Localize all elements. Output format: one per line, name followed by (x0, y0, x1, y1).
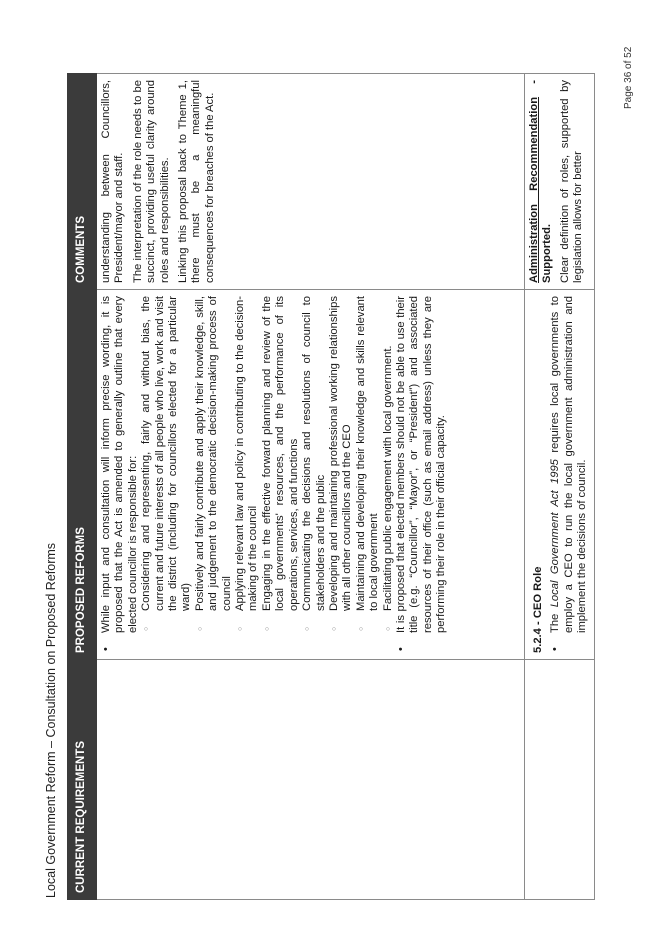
list-item (549, 296, 589, 639)
table-header-row (68, 74, 97, 900)
proposed-reforms-cell (97, 290, 525, 660)
comment-paragraph: Linking this proposal back to Theme 1, there must be a meaningful consequences for breaches of the Act. (177, 80, 216, 283)
reforms-table (67, 73, 595, 900)
header-current-requirements: CURRENT REQUIREMENTS (68, 660, 97, 900)
list-item: ○ Facilitating public engagement with local government. (382, 296, 395, 617)
bullet-text: requires local governments to employ a CEO to run the local government administration and implement the decisions of council. (549, 295, 589, 633)
recommendation-status: - Supported. (528, 80, 554, 283)
comments-cell (97, 74, 525, 290)
bullet-prefix: The (549, 613, 562, 633)
proposed-bullet-list (549, 296, 589, 653)
list-item: ○ Applying relevant law and policy in contributing to the decision-making of the council (234, 296, 261, 617)
list-item (100, 296, 395, 639)
list-item: • It is proposed that elected members should not be able to use their title (e.g. “Councillor”, “Mayor”, or “President”) and associated resources of their office (such as email address) unless they are performing their role in their official capacity. (395, 296, 449, 639)
table-row (97, 74, 525, 900)
list-item: ○ Communicating the decisions and resolutions of council to stakeholders and the public (301, 296, 328, 617)
comment-paragraph: understanding between Councillors, President/mayor and staff. (100, 80, 126, 283)
comment-paragraph: Clear definition of roles, supported by legislation allows for better (558, 80, 585, 283)
list-item: ○ Developing and maintaining professional working relationships with all other councillors and the CEO (328, 296, 355, 617)
page-number: Page 36 of 52 (623, 46, 634, 109)
list-item: ○ Positively and fairly contribute and apply their knowledge, skill, and judgement to the democratic decision-making process of council (194, 296, 234, 617)
recommendation-heading: Administration Recommendation (528, 96, 540, 283)
current-requirements-cell (97, 660, 525, 900)
comments-cell (525, 74, 595, 290)
document-title: Local Government Reform – Consultation on Proposed Reforms (44, 542, 58, 898)
comment-paragraph: The interpretation of the role needs to be succinct, providing useful clarity around roles and responsibilities. (131, 80, 171, 283)
proposed-reforms-cell (525, 290, 595, 660)
list-item: ○ Considering and representing, fairly and without bias, the current and future interests of all people who live, work and visit the district (including for councillors elected for a particular ward) (140, 296, 194, 617)
proposed-bullet-list (100, 296, 449, 653)
table-row (525, 74, 595, 900)
recommendation-block (528, 80, 555, 283)
header-comments: COMMENTS (68, 74, 97, 290)
bullet-text: While input and consultation will inform precise wording, it is proposed that the Act is amended to generally outline that every elected councillor is responsible for: (100, 296, 139, 633)
list-item: ○ Maintaining and developing their knowledge and skills relevant to local government (355, 296, 382, 617)
current-requirements-cell (525, 660, 595, 900)
header-proposed-reforms: PROPOSED REFORMS (68, 290, 97, 660)
section-heading: 5.2.4 - CEO Role (532, 566, 544, 653)
act-name: Local Government Act 1995 (549, 459, 562, 608)
list-item: ○ Engaging in the effective forward planning and review of the local governments' resources, and the performance of its operations, services, and functions (261, 296, 301, 617)
councillor-responsibilities-list (140, 296, 395, 633)
